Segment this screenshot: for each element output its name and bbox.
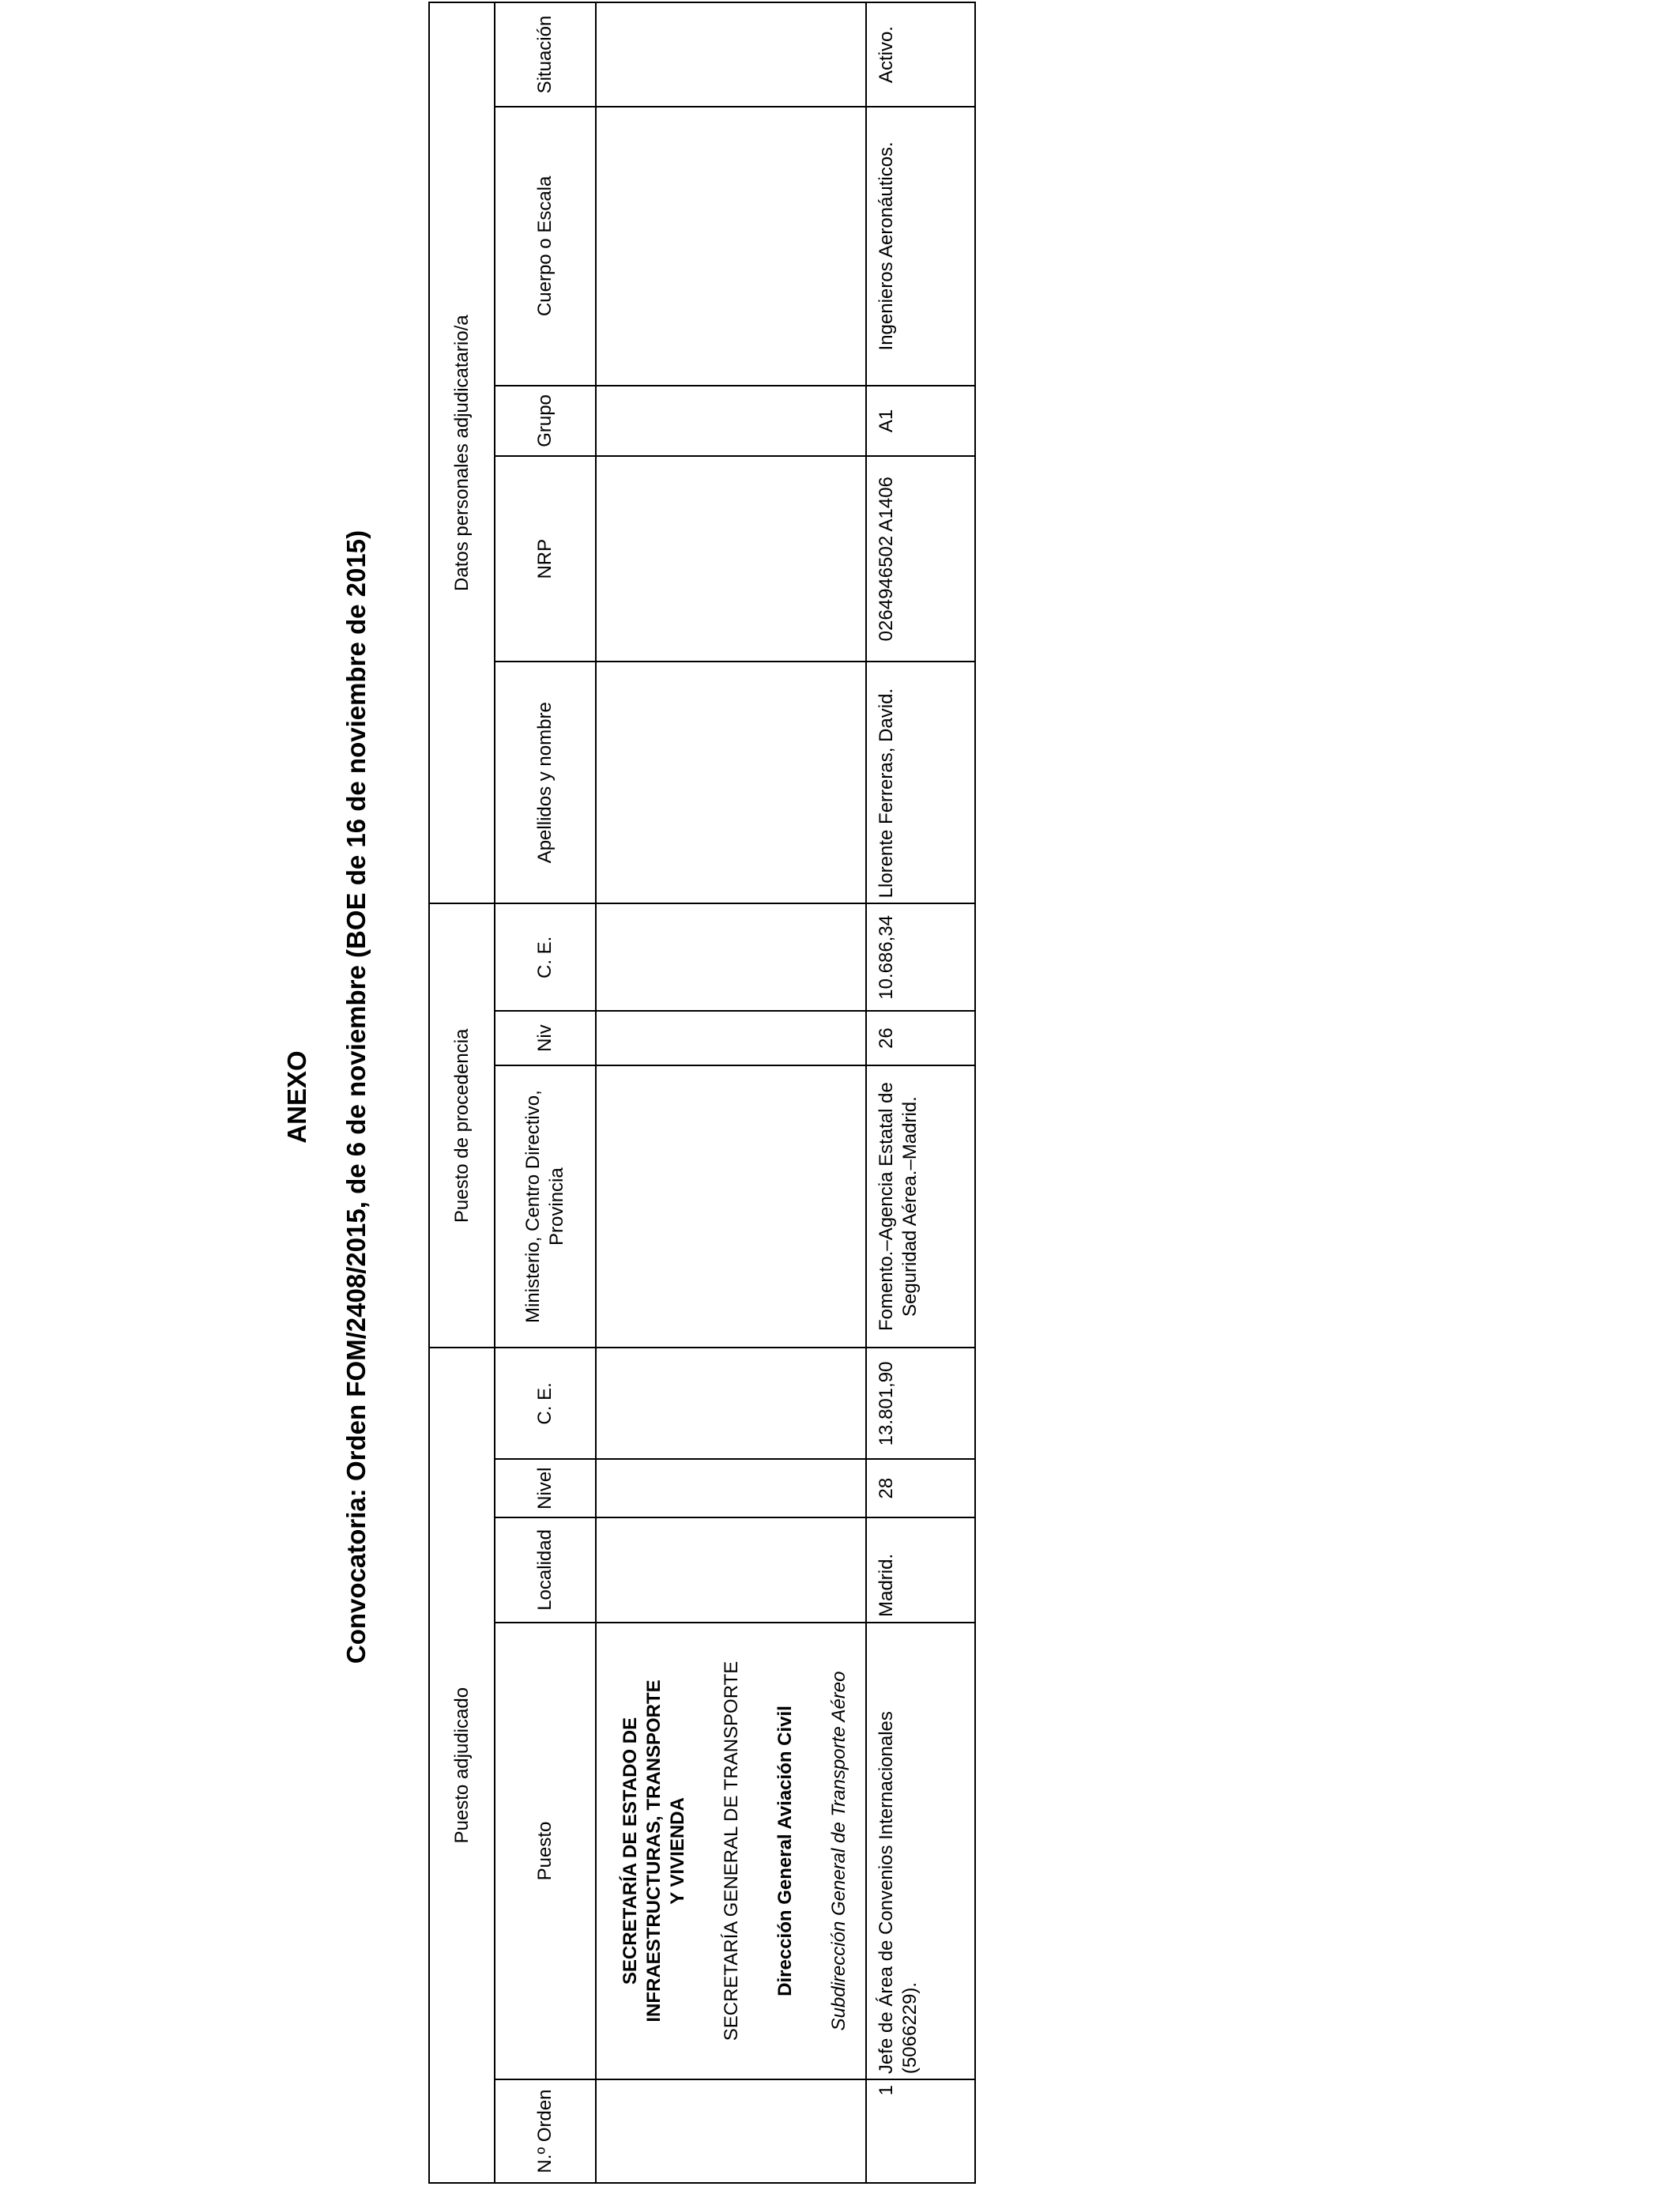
column-header-row [495,2,596,2183]
document-subtitle: Convocatoria: Orden FOM/2408/2015, de 6 de noviembre (BOE de 16 de noviembre de 2015) [341,530,371,1664]
cell-ministerio: Fomento.–Agencia Estatal de Seguridad Aérea.–Madrid. [866,1065,975,1348]
cell-nivel: 28 [866,1459,975,1517]
hierarchy-cell [596,1623,866,2079]
col-situacion: Situación [495,2,596,107]
empty-cell [596,1348,866,1459]
col-puesto: Puesto [495,1623,596,2079]
cell-niv: 26 [866,1011,975,1065]
hierarchy-orden-empty [596,2079,866,2183]
col-orden: N.º Orden [495,2079,596,2183]
empty-cell [596,1011,866,1065]
empty-cell [596,1517,866,1623]
col-localidad: Localidad [495,1517,596,1623]
cell-cuerpo: Ingenieros Aeronáuticos. [866,107,975,386]
empty-cell [596,1459,866,1517]
cell-situacion: Activo. [866,2,975,107]
cell-localidad: Madrid. [866,1517,975,1623]
cell-ce: 13.801,90 [866,1348,975,1459]
empty-cell [596,903,866,1011]
cell-puesto: Jefe de Área de Convenios Internacionales (5066229). [866,1623,975,2079]
empty-cell [596,2,866,107]
group-datos-personales: Datos personales adjudicatario/a [429,2,495,903]
secretaria-estado: SECRETARÍA DE ESTADO DE INFRAESTRUCTURAS, TRANSPORTE Y VIVIENDA [620,1679,688,2022]
group-puesto-procedencia: Puesto de procedencia [429,903,495,1348]
cell-orden: 1 [866,2079,975,2183]
annex-table [428,2,976,2184]
col-grupo: Grupo [495,386,596,457]
direccion-general: Dirección General Aviación Civil [774,1706,796,1996]
hierarchy-row [596,2,866,2183]
document-title: ANEXO [282,1050,311,1144]
empty-cell [596,107,866,386]
empty-cell [596,456,866,662]
cell-ce-procedencia: 10.686,34 [866,903,975,1011]
empty-cell [596,1065,866,1348]
empty-cell [596,386,866,457]
empty-cell [596,662,866,903]
group-header-row [429,2,495,2183]
col-nrp: NRP [495,456,596,662]
cell-nrp: 0264946502 A1406 [866,456,975,662]
cell-grupo: A1 [866,386,975,457]
col-ministerio: Ministerio, Centro Directivo, Provincia [495,1065,596,1348]
col-ce: C. E. [495,1348,596,1459]
secretaria-general: SECRETARÍA GENERAL DE TRANSPORTE [721,1661,742,2041]
col-ce-procedencia: C. E. [495,903,596,1011]
cell-apellidos: Llorente Ferreras, David. [866,662,975,903]
col-nivel: Nivel [495,1459,596,1517]
annex-table-wrapper [428,2,976,2184]
col-apellidos: Apellidos y nombre [495,662,596,903]
col-niv: Niv [495,1011,596,1065]
col-cuerpo: Cuerpo o Escala [495,107,596,386]
group-puesto-adjudicado: Puesto adjudicado [429,1348,495,2183]
table-row [866,2,975,2183]
subdireccion-general: Subdirección General de Transporte Aéreo [828,1671,849,2031]
